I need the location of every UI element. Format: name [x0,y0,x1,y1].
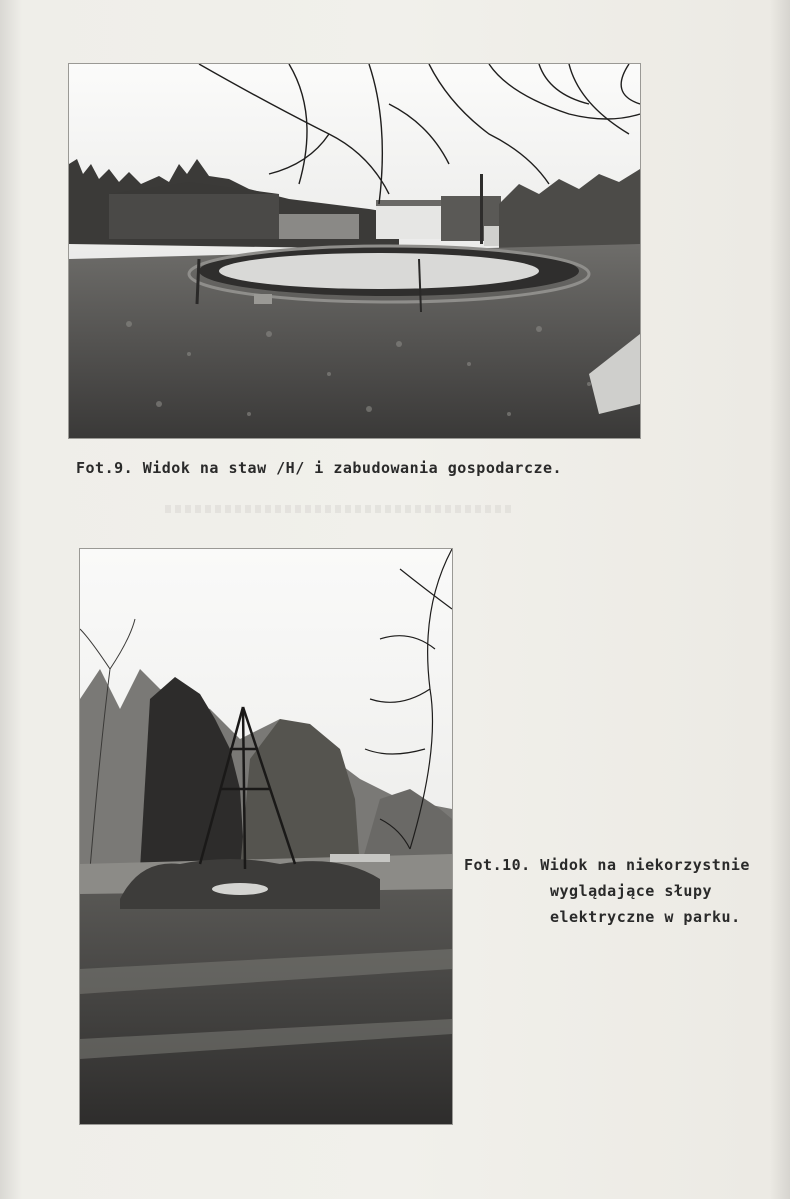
photo10-caption-line-3: elektryczne w parku. [550,908,741,926]
photo-electric-poles-in-park [79,548,453,1125]
photo10-caption-line-2: wyglądające słupy [550,882,713,900]
photo10-caption-line-1: Fot.10. Widok na niekorzystnie [464,856,750,874]
photo10-caption [464,852,750,930]
photo-pond-and-farm-buildings [68,63,641,439]
ghost-text-bleed [165,505,515,513]
photo9-caption: Fot.9. Widok na staw /H/ i zabudowania gospodarcze. [76,459,563,477]
